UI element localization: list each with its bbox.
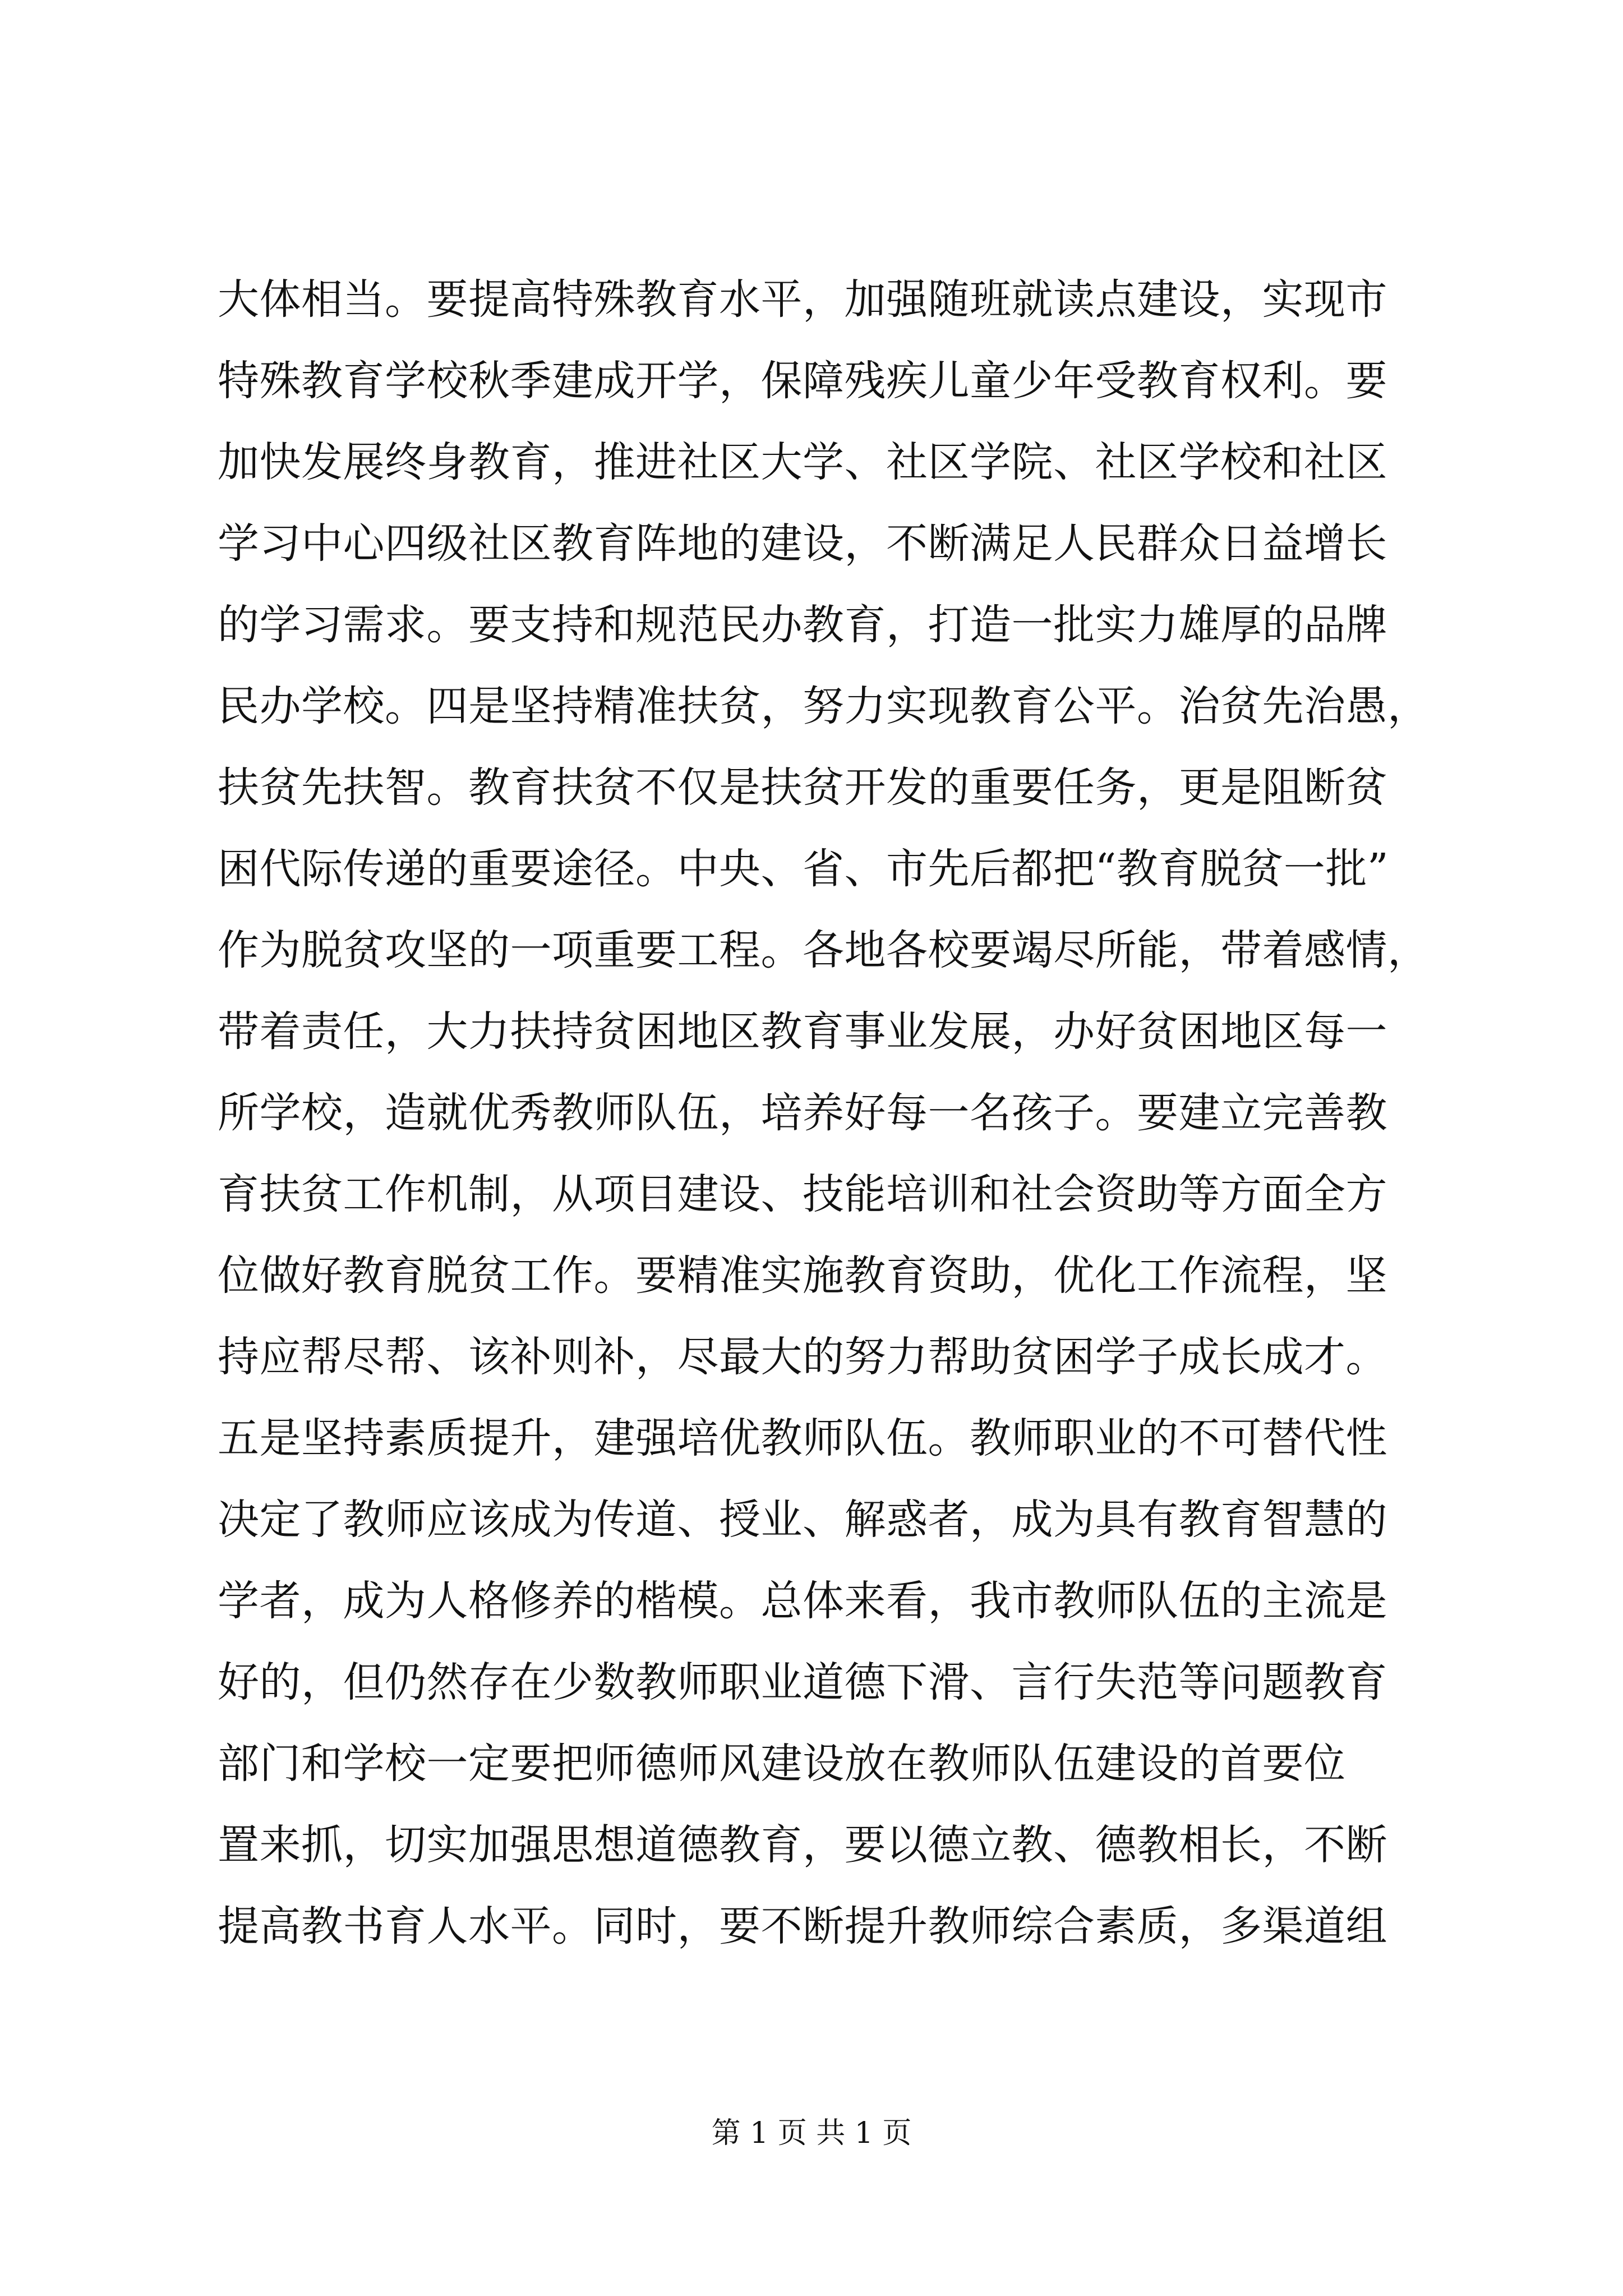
text-line: 民办学校。四是坚持精准扶贫，努力实现教育公平。治贫先治愚， [218, 682, 1430, 730]
text-line: 作为脱贫攻坚的一项重要工程。各地各校要竭尽所能，带着感情， [218, 926, 1430, 974]
page-footer: 第 1 页 共 1 页 [711, 2116, 912, 2150]
text-line: 所学校，造就优秀教师队伍，培养好每一名孩子。要建立完善教 [218, 1089, 1387, 1137]
text-line: 学者，成为人格修养的楷模。总体来看，我市教师队伍的主流是 [218, 1577, 1387, 1625]
text-line: 部门和学校一定要把师德师风建设放在教师队伍建设的首要位 [218, 1740, 1346, 1788]
text-line: 的学习需求。要支持和规范民办教育，打造一批实力雄厚的品牌 [218, 601, 1387, 649]
text-line: 提高教书育人水平。同时，要不断提升教师综合素质，多渠道组 [218, 1902, 1387, 1950]
text-line: 持应帮尽帮、该补则补，尽最大的努力帮助贫困学子成长成才。 [218, 1333, 1387, 1381]
text-line: 加快发展终身教育，推进社区大学、社区学院、社区学校和社区 [218, 438, 1387, 486]
body-text [218, 259, 1429, 1967]
text-line: 带着责任，大力扶持贫困地区教育事业发展，办好贫困地区每一 [218, 1007, 1387, 1056]
text-line: 决定了教师应该成为传道、授业、解惑者，成为具有教育智慧的 [218, 1496, 1387, 1544]
text-line: 困代际传递的重要途径。中央、省、市先后都把“教育脱贫一批” [218, 845, 1389, 893]
text-line: 置来抓，切实加强思想道德教育，要以德立教、德教相长，不断 [218, 1821, 1387, 1869]
text-line: 扶贫先扶智。教育扶贫不仅是扶贫开发的重要任务，更是阻断贫 [218, 763, 1387, 812]
text-line: 大体相当。要提高特殊教育水平，加强随班就读点建设，实现市 [218, 275, 1387, 324]
text-line: 五是坚持素质提升，建强培优教师队伍。教师职业的不可替代性 [218, 1414, 1387, 1462]
text-line: 位做好教育脱贫工作。要精准实施教育资助，优化工作流程，坚 [218, 1251, 1387, 1300]
text-line: 好的，但仍然存在少数教师职业道德下滑、言行失范等问题教育 [218, 1658, 1387, 1706]
text-line: 学习中心四级社区教育阵地的建设，不断满足人民群众日益增长 [218, 519, 1387, 568]
text-line: 特殊教育学校秋季建成开学，保障残疾儿童少年受教育权利。要 [218, 357, 1387, 405]
text-line: 育扶贫工作机制，从项目建设、技能培训和社会资助等方面全方 [218, 1170, 1387, 1218]
